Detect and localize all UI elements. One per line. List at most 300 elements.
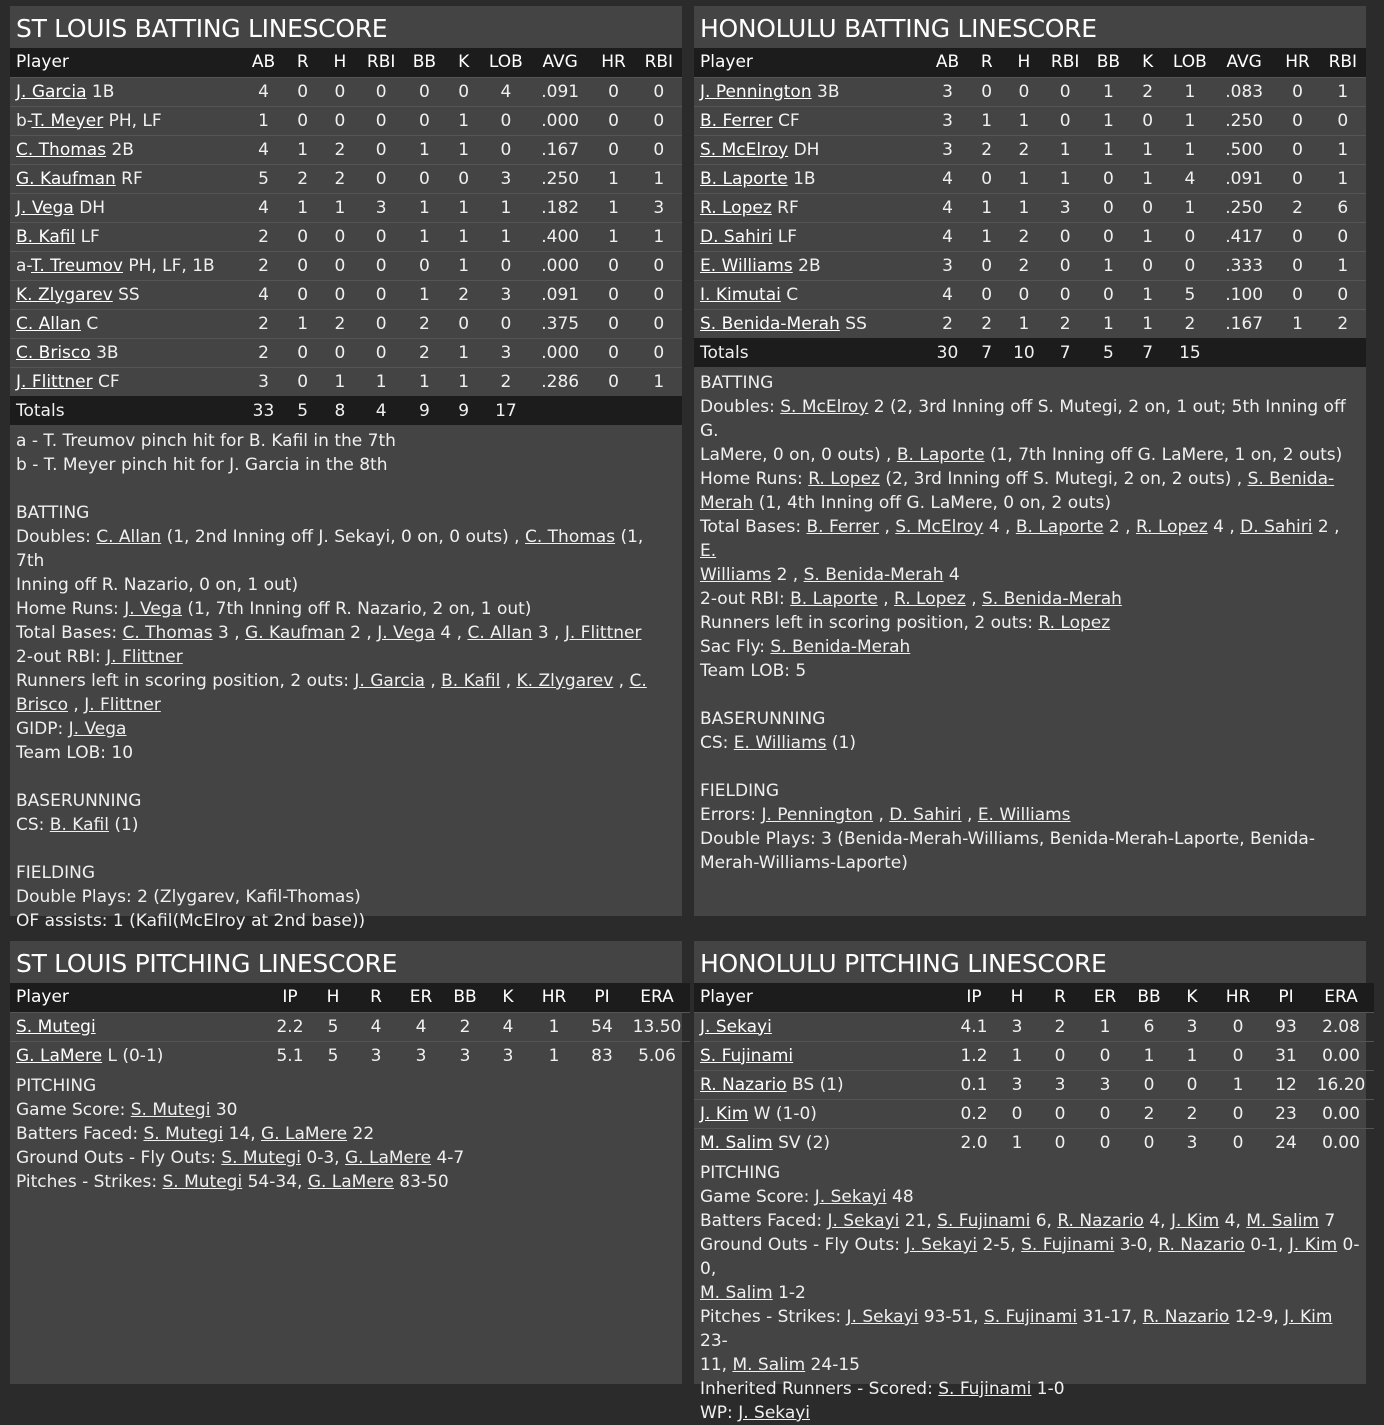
stat-cell: 3 bbox=[375, 197, 387, 218]
note-text: BATTING bbox=[700, 373, 774, 393]
player-link[interactable]: C. Thomas bbox=[122, 623, 213, 643]
note-line bbox=[700, 851, 1360, 875]
panel-title: ST LOUIS BATTING LINESCORE bbox=[16, 14, 388, 43]
player-link[interactable]: C. bbox=[629, 671, 647, 691]
player-link[interactable]: D. Sahiri bbox=[889, 805, 962, 825]
stat-cell: 1 bbox=[334, 197, 346, 218]
player-position: SS bbox=[845, 313, 867, 334]
note-line bbox=[700, 515, 1360, 563]
stat-cell: 1 bbox=[1142, 139, 1154, 160]
player-link[interactable]: B. Laporte bbox=[896, 445, 985, 465]
column-header: BB bbox=[412, 52, 437, 73]
player-link[interactable]: G. LaMere bbox=[307, 1172, 394, 1192]
stat-cell: .000 bbox=[541, 342, 580, 363]
player-name-link[interactable]: S. Benida-Merah bbox=[700, 313, 840, 334]
stat-cell: 0 bbox=[419, 81, 430, 102]
player-name-link[interactable]: K. Zlygarev bbox=[16, 284, 113, 305]
sub-prefix: a- bbox=[16, 255, 31, 276]
stat-cell: 0 bbox=[981, 81, 993, 102]
player-name-link[interactable]: C. Allan bbox=[16, 313, 81, 334]
player-link[interactable]: S. Benida-Merah bbox=[803, 565, 944, 585]
stat-cell: 0 bbox=[297, 371, 309, 392]
stat-cell: 3 bbox=[1054, 1074, 1066, 1095]
stat-cell: 1 bbox=[1018, 313, 1030, 334]
totals-cell: 7 bbox=[1142, 342, 1154, 363]
stat-cell: 0 bbox=[653, 342, 665, 363]
note-text: Doubles: bbox=[700, 397, 781, 417]
stat-cell: 2 bbox=[334, 168, 346, 189]
player-link[interactable]: J. Vega bbox=[68, 719, 127, 739]
column-header: ER bbox=[1093, 987, 1117, 1008]
totals-cell: 30 bbox=[936, 342, 959, 363]
stat-cell: 1 bbox=[419, 197, 430, 218]
player-row bbox=[694, 193, 1366, 222]
player-name-link[interactable]: S. Mutegi bbox=[16, 1016, 96, 1037]
stat-cell: 1 bbox=[458, 371, 470, 392]
stat-cell: 1 bbox=[1337, 255, 1349, 276]
player-row bbox=[10, 280, 682, 309]
stat-cell: 2 bbox=[419, 342, 430, 363]
player-link[interactable]: J. Flittner bbox=[84, 695, 161, 715]
player-name-link[interactable]: C. Thomas bbox=[16, 139, 107, 160]
note-text: Runners left in scoring position, 2 outs: bbox=[16, 671, 355, 691]
player-link[interactable]: M. Salim bbox=[1246, 1211, 1319, 1231]
note-line bbox=[700, 1401, 1360, 1425]
note-text: Runners left in scoring position, 2 outs: bbox=[700, 613, 1039, 633]
note-text: , bbox=[67, 695, 85, 715]
player-row bbox=[694, 1099, 1374, 1128]
player-link[interactable]: D. Sahiri bbox=[1240, 517, 1313, 537]
note-line bbox=[16, 789, 676, 813]
note-text: 22 bbox=[347, 1124, 375, 1144]
player-link[interactable]: S. Mutegi bbox=[221, 1148, 302, 1168]
stat-cell: 0 bbox=[297, 284, 309, 305]
player-name-link[interactable]: J. Vega bbox=[16, 197, 74, 218]
stat-cell: 1 bbox=[500, 226, 512, 247]
stat-cell: 3 bbox=[1059, 197, 1071, 218]
player-link[interactable]: J. Kim bbox=[1170, 1211, 1220, 1231]
stat-cell: 3 bbox=[942, 110, 953, 131]
note-line bbox=[700, 659, 1360, 683]
stat-cell: 1 bbox=[297, 197, 309, 218]
column-header: RBI bbox=[366, 52, 396, 73]
stat-cell: 0 bbox=[653, 81, 665, 102]
player-position: L (0-1) bbox=[107, 1045, 164, 1066]
stat-cell: 0 bbox=[1292, 168, 1303, 189]
totals-cell: 5 bbox=[1103, 342, 1114, 363]
totals-cell: 9 bbox=[419, 400, 430, 421]
player-name-link[interactable]: C. Brisco bbox=[16, 342, 91, 363]
stat-cell: 0 bbox=[1054, 1132, 1066, 1153]
column-header: HR bbox=[1225, 987, 1251, 1008]
stat-cell: 3 bbox=[500, 284, 512, 305]
player-link[interactable]: J. Sekayi bbox=[827, 1211, 900, 1231]
note-line bbox=[700, 779, 1360, 803]
player-link[interactable]: J. Kim bbox=[1284, 1307, 1333, 1327]
stat-cell: 3 bbox=[1011, 1074, 1023, 1095]
column-header: AB bbox=[935, 52, 960, 73]
stat-cell: 1 bbox=[419, 284, 430, 305]
player-cell bbox=[10, 77, 243, 106]
stat-cell: 0 bbox=[1292, 284, 1303, 305]
stat-cell: 1 bbox=[548, 1016, 560, 1037]
totals-label: Totals bbox=[700, 342, 749, 363]
player-name-link[interactable]: J. Flittner bbox=[16, 371, 93, 392]
stat-cell: 1 bbox=[1059, 168, 1071, 189]
player-link[interactable]: J. Sekayi bbox=[738, 1403, 811, 1423]
note-line bbox=[700, 1305, 1360, 1353]
player-cell bbox=[10, 106, 243, 135]
player-position: CF bbox=[98, 371, 120, 392]
player-row bbox=[694, 1012, 1374, 1041]
player-link[interactable]: S. Mutegi bbox=[130, 1100, 211, 1120]
stat-cell: 0 bbox=[458, 313, 470, 334]
stat-cell: 3 bbox=[1099, 1074, 1111, 1095]
stat-cell: 1 bbox=[608, 197, 619, 218]
note-line bbox=[700, 1161, 1360, 1185]
panel-title: HONOLULU PITCHING LINESCORE bbox=[700, 949, 1107, 978]
player-name-link[interactable]: S. McElroy bbox=[700, 139, 789, 160]
stat-cell: 2 bbox=[1018, 255, 1030, 276]
player-link[interactable]: S. Mutegi bbox=[143, 1124, 224, 1144]
column-header: K bbox=[1186, 987, 1198, 1008]
player-row bbox=[694, 106, 1366, 135]
stat-cell: 1 bbox=[981, 110, 993, 131]
column-header: AB bbox=[251, 52, 276, 73]
note-text: Merah-Williams-Laporte) bbox=[700, 853, 908, 873]
player-link[interactable]: G. Kaufman bbox=[245, 623, 345, 643]
stat-cell: 1 bbox=[1103, 313, 1114, 334]
stat-cell: 1 bbox=[419, 139, 430, 160]
note-line bbox=[16, 1074, 676, 1098]
stat-cell: 1 bbox=[419, 226, 430, 247]
stat-cell: 1 bbox=[548, 1045, 560, 1066]
player-link[interactable]: Merah bbox=[700, 493, 754, 513]
stat-cell: 1 bbox=[1186, 1045, 1198, 1066]
note-text: 0-1, bbox=[1244, 1235, 1289, 1255]
player-link[interactable]: J. Flittner bbox=[564, 623, 642, 643]
player-row bbox=[10, 309, 682, 338]
player-link[interactable]: S. Fujinami bbox=[938, 1379, 1032, 1399]
player-link[interactable]: C. Thomas bbox=[525, 527, 616, 547]
player-link[interactable]: S. McElroy bbox=[895, 517, 984, 537]
player-name-link[interactable]: B. Kafil bbox=[16, 226, 76, 247]
player-name-link[interactable]: D. Sahiri bbox=[700, 226, 773, 247]
note-text: 3 , bbox=[532, 623, 565, 643]
stat-cell: 1 bbox=[981, 197, 993, 218]
player-link[interactable]: R. Lopez bbox=[1135, 517, 1208, 537]
note-text: a - T. Treumov pinch hit for B. Kafil in the 7th bbox=[16, 431, 396, 451]
player-link[interactable]: S. Benida- bbox=[1247, 469, 1335, 489]
stat-cell: 4 bbox=[942, 168, 953, 189]
stat-cell: 1 bbox=[1142, 313, 1154, 334]
stat-cell: 4 bbox=[1184, 168, 1196, 189]
stat-cell: 0 bbox=[1099, 1103, 1111, 1124]
player-link[interactable]: G. LaMere bbox=[345, 1148, 432, 1168]
stat-cell: 2 bbox=[1018, 139, 1030, 160]
column-header: RBI bbox=[644, 52, 674, 73]
stat-cell: 0 bbox=[375, 110, 387, 131]
player-link[interactable]: J. Flittner bbox=[106, 647, 183, 667]
player-cell bbox=[694, 1041, 950, 1070]
stat-cell: 2 bbox=[1018, 226, 1030, 247]
column-header: H bbox=[1010, 987, 1024, 1008]
totals-row bbox=[694, 338, 1366, 367]
player-link[interactable]: J. Sekayi bbox=[814, 1187, 887, 1207]
column-header: R bbox=[980, 52, 993, 73]
stat-cell: 0 bbox=[608, 371, 619, 392]
stat-cell: 1 bbox=[458, 197, 470, 218]
stat-cell: 0 bbox=[608, 255, 619, 276]
note-line bbox=[16, 1098, 676, 1122]
stats-table bbox=[694, 48, 1366, 367]
note-text: b - T. Meyer pinch hit for J. Garcia in the 8th bbox=[16, 455, 388, 475]
stat-cell: 0 bbox=[1103, 284, 1114, 305]
player-link[interactable]: J. Garcia bbox=[354, 671, 425, 691]
stat-cell: 0 bbox=[608, 139, 619, 160]
stat-cell: 2.0 bbox=[960, 1132, 988, 1153]
stat-cell: 0 bbox=[608, 342, 619, 363]
note-text: , bbox=[500, 671, 517, 691]
player-link[interactable]: E. bbox=[700, 541, 717, 561]
note-text: 21, bbox=[899, 1211, 938, 1231]
column-header: K bbox=[1142, 52, 1154, 73]
note-text: 4 , bbox=[1207, 517, 1241, 537]
player-row bbox=[10, 338, 682, 367]
note-text: Double Plays: 2 (Zlygarev, Kafil-Thomas) bbox=[16, 887, 361, 907]
player-position: CF bbox=[777, 110, 800, 131]
stat-cell: 1 bbox=[297, 313, 309, 334]
spacer bbox=[16, 837, 676, 861]
note-text: (1, 7th bbox=[16, 527, 644, 571]
player-cell bbox=[694, 309, 927, 338]
player-name-link[interactable]: T. Meyer bbox=[31, 110, 104, 131]
player-link[interactable]: B. Kafil bbox=[49, 815, 109, 835]
player-link[interactable]: J. Kim bbox=[1288, 1235, 1338, 1255]
stat-cell: 0 bbox=[653, 284, 665, 305]
totals-cell bbox=[1275, 338, 1319, 367]
player-row bbox=[10, 193, 682, 222]
player-name-link[interactable]: R. Nazario bbox=[700, 1074, 787, 1095]
stat-cell: 1 bbox=[653, 168, 665, 189]
stat-cell: 0 bbox=[653, 313, 665, 334]
stat-cell: 3 bbox=[258, 371, 269, 392]
stat-cell: 3 bbox=[459, 1045, 471, 1066]
stat-cell: 1 bbox=[297, 139, 309, 160]
note-text: 4 bbox=[943, 565, 960, 585]
stat-cell: .000 bbox=[541, 255, 580, 276]
stat-cell: 13.50 bbox=[632, 1016, 682, 1037]
player-link[interactable]: G. LaMere bbox=[261, 1124, 348, 1144]
totals-cell bbox=[1320, 338, 1366, 367]
stat-cell: 1 bbox=[1018, 110, 1030, 131]
player-link[interactable]: R. Lopez bbox=[894, 589, 966, 609]
player-link[interactable]: J. Pennington bbox=[761, 805, 874, 825]
player-cell bbox=[694, 280, 927, 309]
note-text: Home Runs: bbox=[16, 599, 125, 619]
player-link[interactable]: Williams bbox=[700, 565, 772, 585]
stat-cell: 0 bbox=[500, 110, 512, 131]
player-link[interactable]: E. Williams bbox=[977, 805, 1071, 825]
player-link[interactable]: C. Allan bbox=[96, 527, 162, 547]
stat-cell: 0 bbox=[1292, 139, 1303, 160]
player-link[interactable]: S. Benida-Merah bbox=[982, 589, 1122, 609]
stat-cell: 0 bbox=[375, 168, 387, 189]
note-line bbox=[700, 803, 1360, 827]
player-link[interactable]: R. Nazario bbox=[1158, 1235, 1245, 1255]
table-header bbox=[694, 48, 1366, 77]
stat-cell: 0.00 bbox=[1322, 1132, 1360, 1153]
player-link[interactable]: R. Nazario bbox=[1057, 1211, 1144, 1231]
player-row bbox=[694, 280, 1366, 309]
player-name-link[interactable]: T. Treumov bbox=[31, 255, 123, 276]
totals-cell bbox=[529, 396, 591, 425]
player-name-link[interactable]: E. Williams bbox=[700, 255, 793, 276]
header-row bbox=[10, 983, 690, 1012]
stat-cell: 2 bbox=[1142, 81, 1154, 102]
stat-cell: 0 bbox=[500, 139, 512, 160]
player-cell bbox=[10, 280, 243, 309]
stat-cell: 23 bbox=[1275, 1103, 1297, 1124]
stat-cell: 2 bbox=[334, 313, 346, 334]
note-text: Game Score: bbox=[16, 1100, 131, 1120]
player-name-link[interactable]: J. Kim bbox=[700, 1103, 749, 1124]
stat-cell: 0 bbox=[1103, 168, 1114, 189]
stat-cell: 0 bbox=[653, 255, 665, 276]
player-link[interactable]: Brisco bbox=[16, 695, 68, 715]
player-link[interactable]: E. Williams bbox=[733, 733, 827, 753]
player-link[interactable]: J. Sekayi bbox=[846, 1307, 919, 1327]
stat-cell: 0 bbox=[375, 81, 387, 102]
player-name-link[interactable]: J. Sekayi bbox=[700, 1016, 772, 1037]
stat-cell: 2 bbox=[1292, 197, 1303, 218]
note-text: 11, bbox=[700, 1355, 733, 1375]
stat-cell: 2 bbox=[1143, 1103, 1155, 1124]
stat-cell: 2 bbox=[297, 168, 309, 189]
totals-label: Totals bbox=[16, 400, 65, 421]
player-link[interactable]: B. Ferrer bbox=[806, 517, 880, 537]
stat-cell: .000 bbox=[541, 110, 580, 131]
player-link[interactable]: S. Fujinami bbox=[1021, 1235, 1115, 1255]
player-link[interactable]: B. Laporte bbox=[790, 589, 878, 609]
player-name-link[interactable]: R. Lopez bbox=[700, 197, 772, 218]
player-link[interactable]: S. Benida-Merah bbox=[770, 637, 911, 657]
player-link[interactable]: S. Fujinami bbox=[983, 1307, 1078, 1327]
stat-cell: 1 bbox=[608, 226, 619, 247]
note-text: Home Runs: bbox=[700, 469, 809, 489]
stat-cell: 1 bbox=[375, 371, 387, 392]
player-link[interactable]: M. Salim bbox=[732, 1355, 806, 1375]
stat-cell: 2 bbox=[419, 313, 430, 334]
stat-cell: 3 bbox=[500, 342, 512, 363]
player-position: 1B bbox=[793, 168, 816, 189]
note-text: 2 , bbox=[344, 623, 378, 643]
column-header: IP bbox=[966, 987, 982, 1008]
player-link[interactable]: S. McElroy bbox=[780, 397, 869, 417]
player-name-link[interactable]: M. Salim bbox=[700, 1132, 773, 1153]
stat-cell: 0.00 bbox=[1322, 1045, 1360, 1066]
player-link[interactable]: K. Zlygarev bbox=[516, 671, 614, 691]
stat-cell: 0 bbox=[1232, 1045, 1244, 1066]
note-text: BASERUNNING bbox=[700, 709, 826, 729]
player-name-link[interactable]: G. Kaufman bbox=[16, 168, 116, 189]
totals-cell: 5 bbox=[297, 400, 309, 421]
player-link[interactable]: R. Nazario bbox=[1142, 1307, 1230, 1327]
player-name-link[interactable]: B. Ferrer bbox=[700, 110, 773, 131]
column-header: K bbox=[458, 52, 470, 73]
player-link[interactable]: B. Kafil bbox=[441, 671, 501, 691]
stat-cell: 93 bbox=[1275, 1016, 1297, 1037]
stat-cell: 1 bbox=[1103, 255, 1114, 276]
stat-cell: 1 bbox=[1018, 168, 1030, 189]
player-cell bbox=[694, 222, 927, 251]
note-line bbox=[700, 563, 1360, 587]
stat-cell: 0 bbox=[419, 255, 430, 276]
stat-cell: 0 bbox=[1054, 1045, 1066, 1066]
player-link[interactable]: M. Salim bbox=[700, 1283, 773, 1303]
stat-cell: 2 bbox=[258, 342, 269, 363]
stat-cell: 0 bbox=[1337, 110, 1349, 131]
stat-cell: 0 bbox=[1292, 110, 1303, 131]
hon-batting-panel bbox=[694, 6, 1366, 916]
player-row bbox=[694, 164, 1366, 193]
stat-cell: 0 bbox=[1232, 1016, 1244, 1037]
stat-cell: .091 bbox=[541, 284, 580, 305]
player-link[interactable]: B. Laporte bbox=[1015, 517, 1104, 537]
player-name-link[interactable]: J. Pennington bbox=[700, 81, 812, 102]
spacer bbox=[700, 683, 1360, 707]
column-header: HR bbox=[601, 52, 626, 73]
player-link[interactable]: R. Lopez bbox=[1038, 613, 1111, 633]
stat-cell: 16.20 bbox=[1316, 1074, 1366, 1095]
note-text: , bbox=[879, 517, 896, 537]
player-name-link[interactable]: G. LaMere bbox=[16, 1045, 103, 1066]
player-cell bbox=[694, 1012, 950, 1041]
note-line bbox=[16, 621, 676, 645]
player-link[interactable]: C. Allan bbox=[467, 623, 533, 643]
totals-cell: 17 bbox=[495, 400, 517, 421]
stat-cell: 1 bbox=[1337, 168, 1349, 189]
stat-cell: .250 bbox=[1225, 197, 1264, 218]
player-name-link[interactable]: I. Kimutai bbox=[700, 284, 781, 305]
stat-cell: 0 bbox=[1337, 284, 1349, 305]
player-name-link[interactable]: B. Laporte bbox=[700, 168, 788, 189]
stat-cell: 3 bbox=[1011, 1016, 1023, 1037]
player-link[interactable]: J. Vega bbox=[124, 599, 183, 619]
player-name-link[interactable]: J. Garcia bbox=[16, 81, 87, 102]
stat-cell: 2.08 bbox=[1322, 1016, 1360, 1037]
note-text: Double Plays: 3 (Benida-Merah-Williams, Benida-Merah-Laporte, Benida- bbox=[700, 829, 1315, 849]
stat-cell: 0 bbox=[375, 313, 387, 334]
stat-cell: .100 bbox=[1225, 284, 1264, 305]
stat-cell: .250 bbox=[1225, 110, 1264, 131]
stat-cell: 2 bbox=[942, 313, 953, 334]
player-link[interactable]: J. Sekayi bbox=[905, 1235, 978, 1255]
player-link[interactable]: S. Mutegi bbox=[162, 1172, 243, 1192]
stat-cell: 2 bbox=[334, 139, 346, 160]
stats-table bbox=[10, 983, 690, 1070]
stat-cell: 0 bbox=[1142, 110, 1154, 131]
stat-cell: 54 bbox=[591, 1016, 613, 1037]
column-header: PI bbox=[1278, 987, 1294, 1008]
player-cell bbox=[694, 106, 927, 135]
player-name-link[interactable]: S. Fujinami bbox=[700, 1045, 794, 1066]
stat-cell: 0.00 bbox=[1322, 1103, 1360, 1124]
note-text: 31-17, bbox=[1077, 1307, 1143, 1327]
player-link[interactable]: R. Lopez bbox=[808, 469, 880, 489]
player-link[interactable]: J. Vega bbox=[377, 623, 436, 643]
player-link[interactable]: S. Fujinami bbox=[937, 1211, 1031, 1231]
